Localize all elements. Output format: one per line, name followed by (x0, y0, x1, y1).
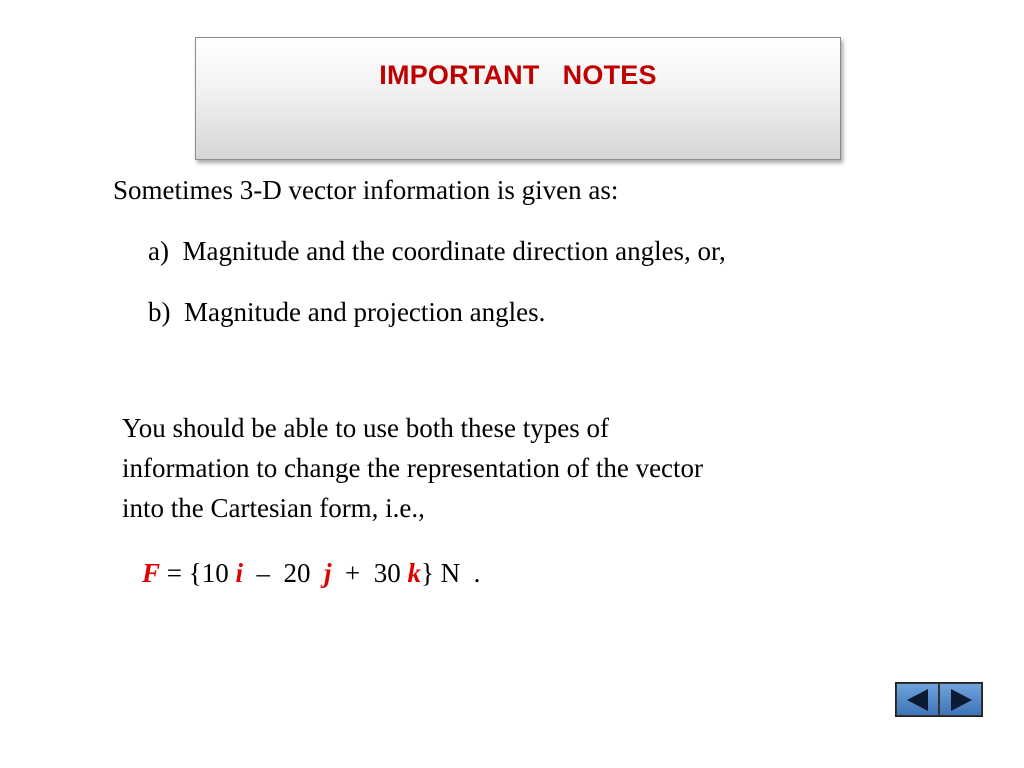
equation-minus: – 20 (242, 558, 324, 588)
cartesian-equation (142, 553, 480, 593)
unit-vector-j: j (323, 558, 332, 588)
next-slide-button[interactable] (939, 683, 982, 716)
title-banner (195, 37, 841, 160)
slide-title: IMPORTANT NOTES (379, 60, 657, 90)
unit-vector-k: k (407, 558, 421, 588)
slide-navigation (895, 682, 983, 717)
list-item-a: a) Magnitude and the coordinate direction angles, or, (148, 236, 726, 266)
equation-open: = {10 (160, 558, 236, 588)
paragraph-line: information to change the representation of the vector (122, 453, 704, 483)
equation-plus: + 30 (331, 558, 408, 588)
unit-vector-i: i (235, 558, 243, 588)
right-triangle-icon (946, 687, 976, 713)
paragraph-line: You should be able to use both these types of (122, 413, 609, 443)
explanation-paragraph (122, 408, 882, 528)
intro-text: Sometimes 3-D vector information is given as: (113, 175, 619, 205)
left-triangle-icon (903, 687, 933, 713)
list-item-b: b) Magnitude and projection angles. (148, 297, 546, 327)
previous-slide-button[interactable] (896, 683, 939, 716)
equation-close: } N . (420, 558, 481, 588)
paragraph-line: into the Cartesian form, i.e., (122, 493, 425, 523)
vector-F: F (142, 558, 161, 588)
